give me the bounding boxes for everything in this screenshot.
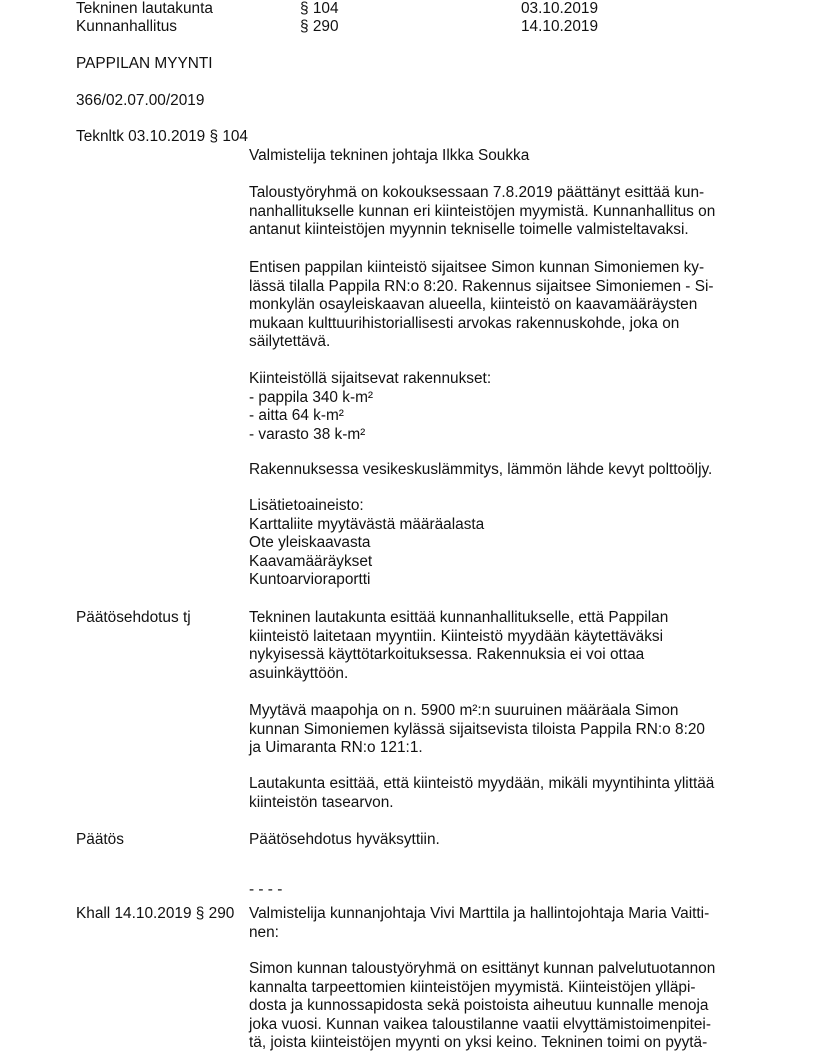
list-item: Ote yleiskaavasta [249, 534, 371, 552]
tekn-preparer: Valmistelija tekninen johtaja Ilkka Soukka [249, 147, 530, 164]
text-line: nanhallitukselle kunnan eri kiinteistöjen myymistä. Kunnanhallitus on [249, 202, 716, 220]
proposal-paragraph-3 [249, 775, 714, 812]
proposal-paragraph-1 [249, 609, 668, 683]
text-line: kiinteistön tasearvon. [249, 793, 394, 811]
text-line: tä, joista kiinteistöjen myynti on yksi keino. Tekninen toimi on pyytä- [249, 1034, 708, 1052]
text-line: dosta ja kunnossapidosta sekä poistoista aiheutuu kunnalle menoja [249, 997, 709, 1015]
tekn-attachments [249, 497, 484, 590]
header-date-1: 03.10.2019 [521, 0, 599, 17]
khall-preparer [249, 905, 709, 942]
text-line: Kiinteistöllä sijaitsevat rakennukset: [249, 370, 492, 387]
tekn-section-label: Teknltk 03.10.2019 § 104 [76, 128, 248, 145]
text-line: Lisätietoaineisto: [249, 497, 364, 514]
text-line: kunnan Simoniemen kylässä sijaitsevista tiloista Pappila RN:o 8:20 [249, 720, 705, 738]
text-line: Lautakunta esittää, että kiinteistö myydään, mikäli myyntihinta ylittää [249, 775, 715, 792]
text-line: Tekninen lautakunta esittää kunnanhallitukselle, että Pappilan [249, 609, 669, 626]
text-line: Myytävä maapohja on n. 5900 m²:n suuruinen määräala Simon [249, 702, 679, 719]
decision-text: Päätösehdotus hyväksyttiin. [249, 831, 440, 848]
decision-label: Päätös [76, 831, 124, 848]
text-line: nen: [249, 923, 279, 941]
list-item: - aitta 64 k-m² [249, 407, 344, 425]
text-line: antanut kiinteistöjen myynnin tekniselle toimelle valmisteltavaksi. [249, 221, 689, 239]
tekn-buildings-list [249, 370, 491, 444]
text-line: Valmistelija kunnanjohtaja Vivi Marttila ja hallintojohtaja Maria Vaitti- [249, 905, 710, 922]
list-item: - varasto 38 k-m² [249, 425, 366, 443]
document-title: PAPPILAN MYYNTI [76, 55, 213, 72]
text-line: ja Uimaranta RN:o 121:1. [249, 739, 423, 757]
text-line: nykyisessä käyttötarkoituksessa. Rakennuksia ei voi ottaa [249, 646, 645, 664]
text-line: säilytettävä. [249, 333, 331, 351]
text-line: Taloustyöryhmä on kokouksessaan 7.8.2019 päättänyt esittää kun- [249, 184, 705, 201]
tekn-paragraph-2 [249, 259, 714, 352]
header-body-2: Kunnanhallitus [76, 18, 177, 35]
diary-number: 366/02.07.00/2019 [76, 92, 205, 109]
list-item: Kaavamääräykset [249, 552, 373, 570]
header-body-1: Tekninen lautakunta [76, 0, 213, 17]
section-separator: - - - - [249, 881, 283, 898]
text-line: kannalta tarpeettomien kiinteistöjen myymistä. Kiinteistöjen ylläpi- [249, 978, 696, 996]
tekn-heating: Rakennuksessa vesikeskuslämmitys, lämmön lähde kevyt polttoöljy. [249, 461, 713, 478]
header-date-2: 14.10.2019 [521, 18, 599, 35]
text-line: kiinteistö laitetaan myyntiin. Kiinteistö myydään käytettäväksi [249, 627, 664, 645]
text-line: joka vuosi. Kunnan vaikea taloustilanne vaatii elvyttämistoimenpitei- [249, 1015, 711, 1033]
text-line: mukaan kulttuurihistoriallisesti arvokas rakennuskohde, joka on [249, 314, 680, 332]
list-item: - pappila 340 k-m² [249, 388, 374, 406]
text-line: lässä tilalla Pappila RN:o 8:20. Rakennus sijaitsee Simoniemen - Si- [249, 277, 714, 295]
text-line: Simon kunnan taloustyöryhmä on esittänyt kunnan palvelutuotannon [249, 960, 716, 977]
khall-paragraph-1 [249, 960, 715, 1053]
text-line: asuinkäyttöön. [249, 664, 349, 682]
proposal-paragraph-2 [249, 702, 705, 758]
header-section-2: § 290 [300, 18, 339, 35]
tekn-paragraph-1 [249, 184, 715, 240]
khall-section-label: Khall 14.10.2019 § 290 [76, 905, 235, 922]
text-line: monkylän osayleiskaavan alueella, kiinteistö on kaavamääräysten [249, 296, 698, 314]
proposal-label: Päätösehdotus tj [76, 609, 191, 626]
text-line: Entisen pappilan kiinteistö sijaitsee Simon kunnan Simoniemen ky- [249, 259, 705, 276]
list-item: Karttaliite myytävästä määräalasta [249, 515, 485, 533]
header-section-1: § 104 [300, 0, 339, 17]
list-item: Kuntoarvioraportti [249, 571, 371, 589]
